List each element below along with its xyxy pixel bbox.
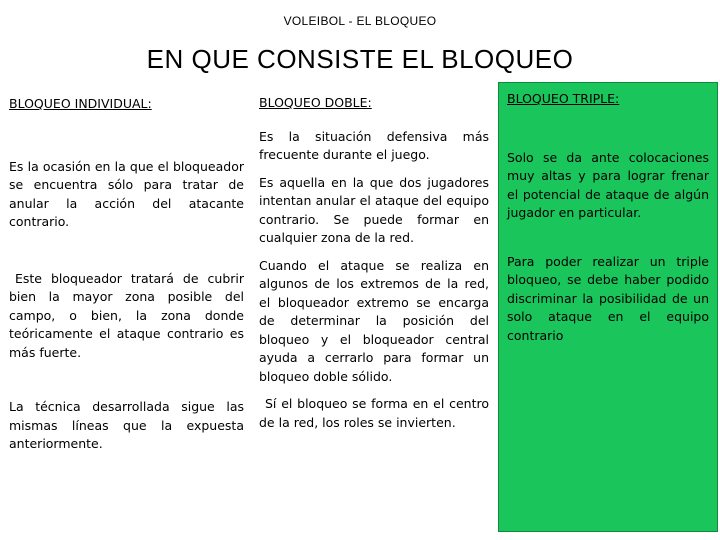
triple-paragraph-1: Solo se da ante colocaciones muy altas y para lograr frenar el potencial de ataque de algún jugador en particular. [507,149,709,220]
page-title: EN QUE CONSISTE EL BLOQUEO [146,44,574,74]
column-triple [498,82,718,532]
column-doble [251,82,497,532]
doble-paragraph-1: Es la situación defensiva más frecuente durante el juego. [259,128,489,162]
heading-individual: BLOQUEO INDIVIDUAL: [9,96,152,111]
heading-triple: BLOQUEO TRIPLE: [507,91,620,106]
individual-paragraph-1: Es la ocasión en la que el bloqueador se encuentra sólo para tratar de anular la acción del atacante contrario. [9,158,244,229]
doble-paragraph-2: Es aquella en la que dos jugadores intentan anular el ataque del equipo contrario. Se puede formar en cualquier zona de la red. [259,174,489,245]
individual-paragraph-2: Este bloqueador tratará de cubrir bien la mayor zona posible del campo, o bien, la zona donde teóricamente el ataque contrario es más fuerte. [9,270,244,360]
heading-doble: BLOQUEO DOBLE: [259,95,372,110]
individual-paragraph-3: La técnica desarrollada sigue las mismas líneas que la expuesta anteriormente. [9,399,244,451]
doble-paragraph-4: Sí el bloqueo se forma en el centro de la red, los roles se invierten. [259,396,489,430]
triple-paragraph-2: Para poder realizar un triple bloqueo, se debe haber podido discriminar la posibilidad de un solo ataque en el equipo contrario [507,253,709,343]
document-caption: VOLEIBOL - EL BLOQUEO [283,14,437,28]
column-individual [2,82,249,532]
doble-paragraph-3: Cuando el ataque se realiza en algunos de los extremos de la red, el bloqueador extremo se encarga de determinar la posición del bloqueo y el bloqueador central ayuda a cerrarlo para formar un bloqueo doble sólido. [259,257,489,384]
